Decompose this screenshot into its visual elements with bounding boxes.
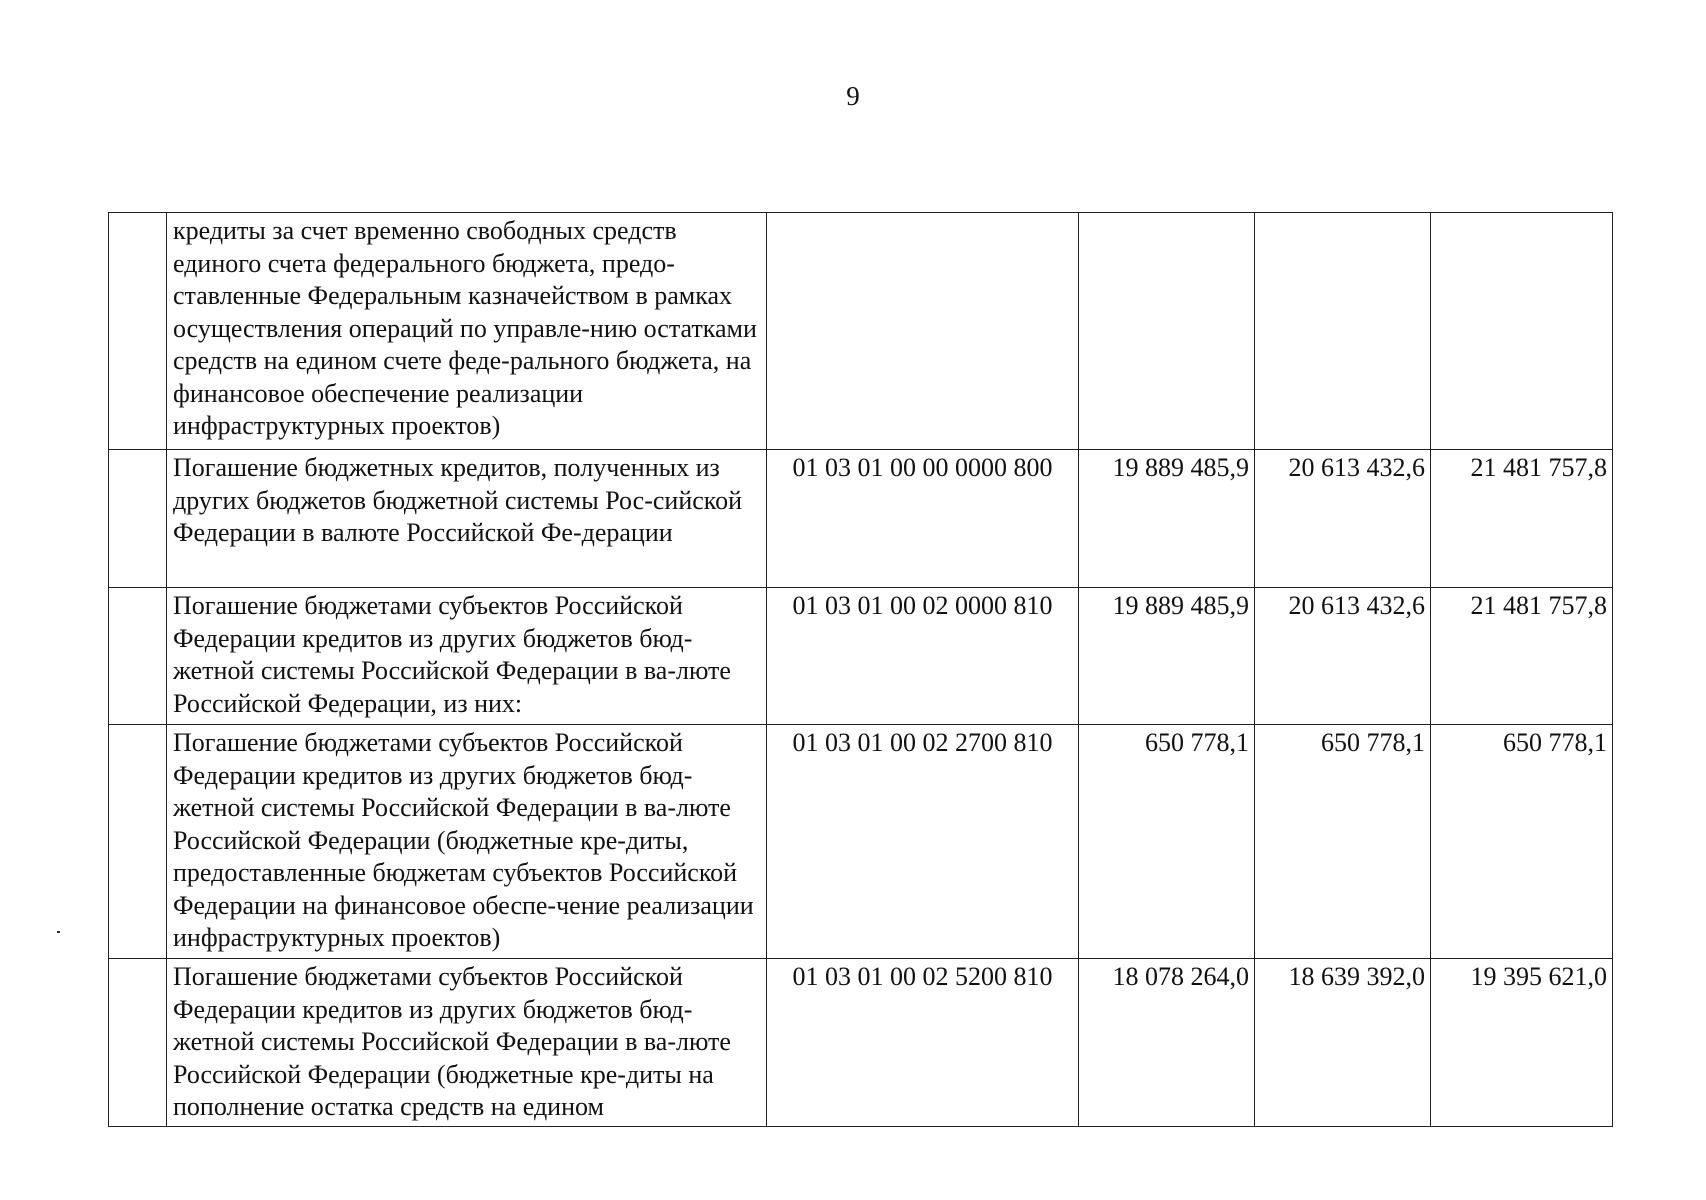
row-number-cell — [109, 213, 167, 450]
budget-code-cell: 01 03 01 00 02 5200 810 — [767, 959, 1079, 1127]
amount-year1-cell: 650 778,1 — [1079, 725, 1255, 959]
description-cell: кредиты за счет временно свободных средств единого счета федерального бюджета, предо-ставленные Федеральным казначейством в рамках осуществления операций по управле-нию остатками средств на едином счете феде-рального бюджета, на финансовое обеспечение реализации инфраструктурных проектов) — [167, 213, 767, 450]
row-number-cell — [109, 588, 167, 725]
amount-year2-cell: 20 613 432,6 — [1255, 450, 1431, 588]
amount-year3-cell: 21 481 757,8 — [1431, 450, 1613, 588]
table-row — [109, 959, 1613, 1127]
budget-code-cell: 01 03 01 00 00 0000 800 — [767, 450, 1079, 588]
table-row — [109, 450, 1613, 588]
row-number-cell — [109, 959, 167, 1127]
amount-year2-cell: 18 639 392,0 — [1255, 959, 1431, 1127]
amount-year3-cell: 650 778,1 — [1431, 725, 1613, 959]
amount-year3-cell: 19 395 621,0 — [1431, 959, 1613, 1127]
amount-year3-cell: 21 481 757,8 — [1431, 588, 1613, 725]
amount-year1-cell: 19 889 485,9 — [1079, 588, 1255, 725]
table-row — [109, 588, 1613, 725]
description-cell: Погашение бюджетами субъектов Российской Федерации кредитов из других бюджетов бюд-жетной системы Российской Федерации в ва-люте Российской Федерации, из них: — [167, 588, 767, 725]
amount-year2-cell: 650 778,1 — [1255, 725, 1431, 959]
description-cell: Погашение бюджетами субъектов Российской Федерации кредитов из других бюджетов бюд-жетной системы Российской Федерации в ва-люте Российской Федерации (бюджетные кре-диты, предоставленные бюджетам субъектов Российской Федерации на финансовое обеспе-чение реализации инфраструктурных проектов) — [167, 725, 767, 959]
budget-code-cell: 01 03 01 00 02 0000 810 — [767, 588, 1079, 725]
amount-year1-cell: 18 078 264,0 — [1079, 959, 1255, 1127]
budget-code-cell — [767, 213, 1079, 450]
budget-code-cell: 01 03 01 00 02 2700 810 — [767, 725, 1079, 959]
page-number: 9 — [846, 81, 860, 111]
amount-year1-cell: 19 889 485,9 — [1079, 450, 1255, 588]
amount-year3-cell — [1431, 213, 1613, 450]
row-number-cell — [109, 450, 167, 588]
table-row — [109, 213, 1613, 450]
row-number-cell — [109, 725, 167, 959]
amount-year2-cell — [1255, 213, 1431, 450]
amount-year1-cell — [1079, 213, 1255, 450]
description-cell: Погашение бюджетами субъектов Российской Федерации кредитов из других бюджетов бюд-жетной системы Российской Федерации в ва-люте Российской Федерации (бюджетные кре-диты на пополнение остатка средств на едином — [167, 959, 767, 1127]
amount-year2-cell: 20 613 432,6 — [1255, 588, 1431, 725]
budget-table — [108, 212, 1613, 1127]
scan-speck — [57, 931, 60, 933]
table-row — [109, 725, 1613, 959]
description-cell: Погашение бюджетных кредитов, полученных из других бюджетов бюджетной системы Рос-сийской Федерации в валюте Российской Фе-дерации — [167, 450, 767, 588]
